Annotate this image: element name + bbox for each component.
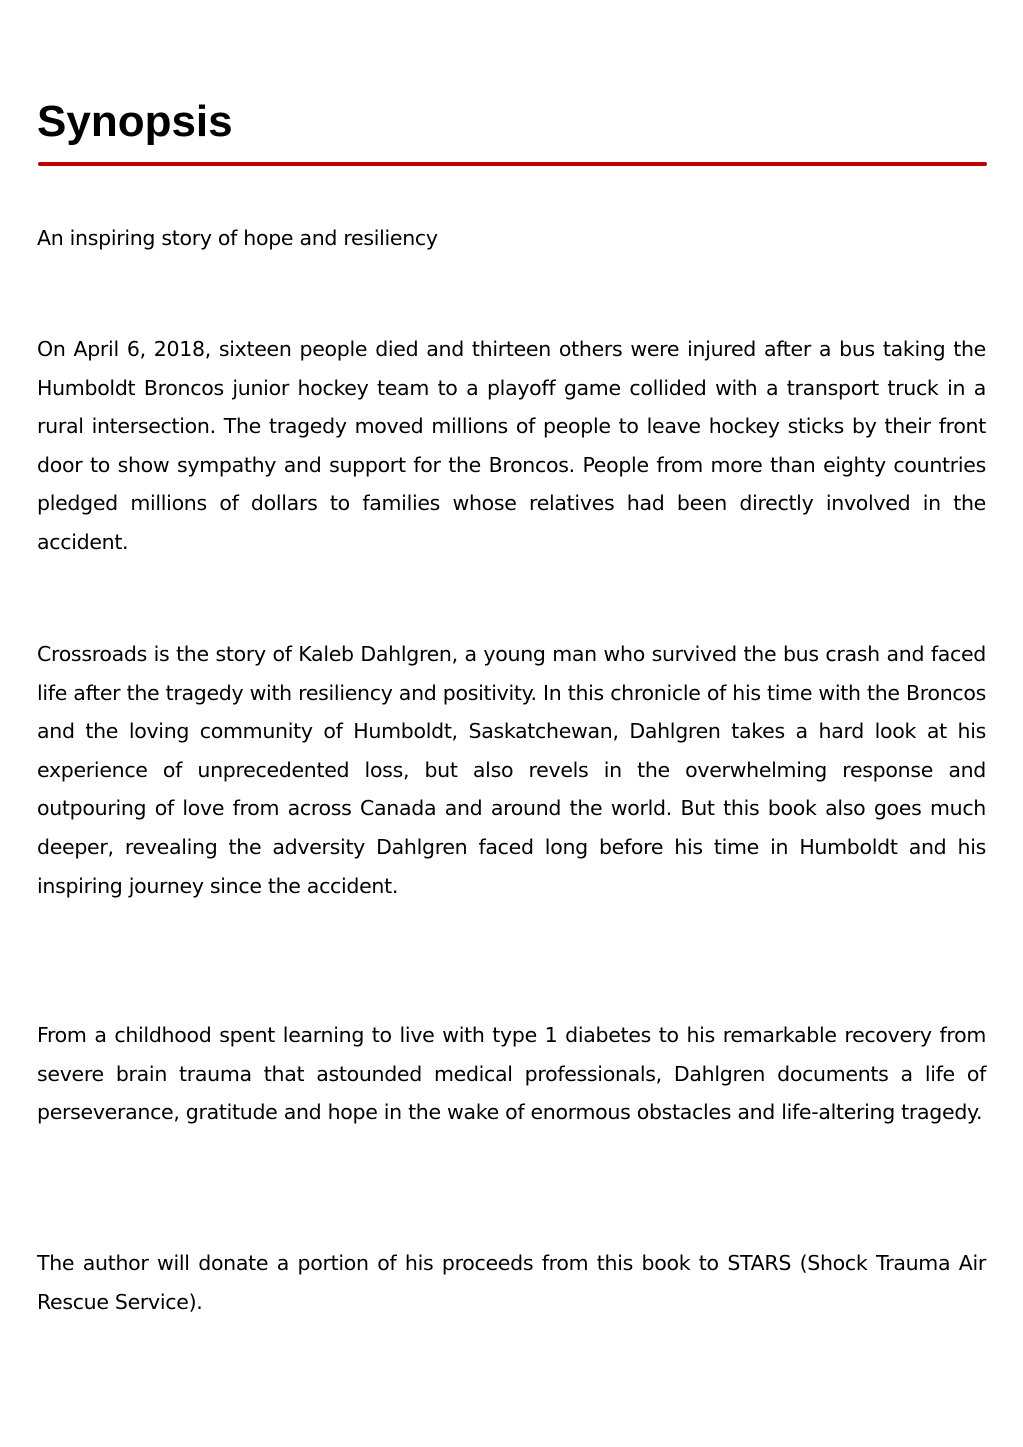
synopsis-paragraph-2: Crossroads is the story of Kaleb Dahlgren, a young man who survived the bus crash and faced life after the tragedy with resiliency and positivity. In this chronicle of his time with the Broncos and the loving community of Humboldt, Saskatchewan, Dahlgren takes a hard look at his experience of unprecedented loss, but also revels in the overwhelming response and outpouring of love from across Canada and around the world. But this book also goes much deeper, revealing the adversity Dahlgren faced long before his time in Humboldt and his inspiring journey since the accident. (37, 642, 986, 898)
synopsis-paragraph-4: The author will donate a portion of his proceeds from this book to STARS (Shock Trauma Air Rescue Service). (37, 1251, 986, 1314)
title-divider (38, 162, 987, 166)
page-title: Synopsis (37, 97, 233, 146)
subtitle: An inspiring story of hope and resiliency (37, 226, 438, 250)
synopsis-paragraph-1: On April 6, 2018, sixteen people died and thirteen others were injured after a bus taking the Humboldt Broncos junior hockey team to a playoff game collided with a transport truck in a rural intersection. The tragedy moved millions of people to leave hockey sticks by their front door to show sympathy and support for the Broncos. People from more than eighty countries pledged millions of dollars to families whose relatives had been directly involved in the accident. (37, 337, 986, 554)
synopsis-paragraph-3: From a childhood spent learning to live with type 1 diabetes to his remarkable recovery from severe brain trauma that astounded medical professionals, Dahlgren documents a life of perseverance, gratitude and hope in the wake of enormous obstacles and life-altering tragedy. (37, 1023, 986, 1125)
